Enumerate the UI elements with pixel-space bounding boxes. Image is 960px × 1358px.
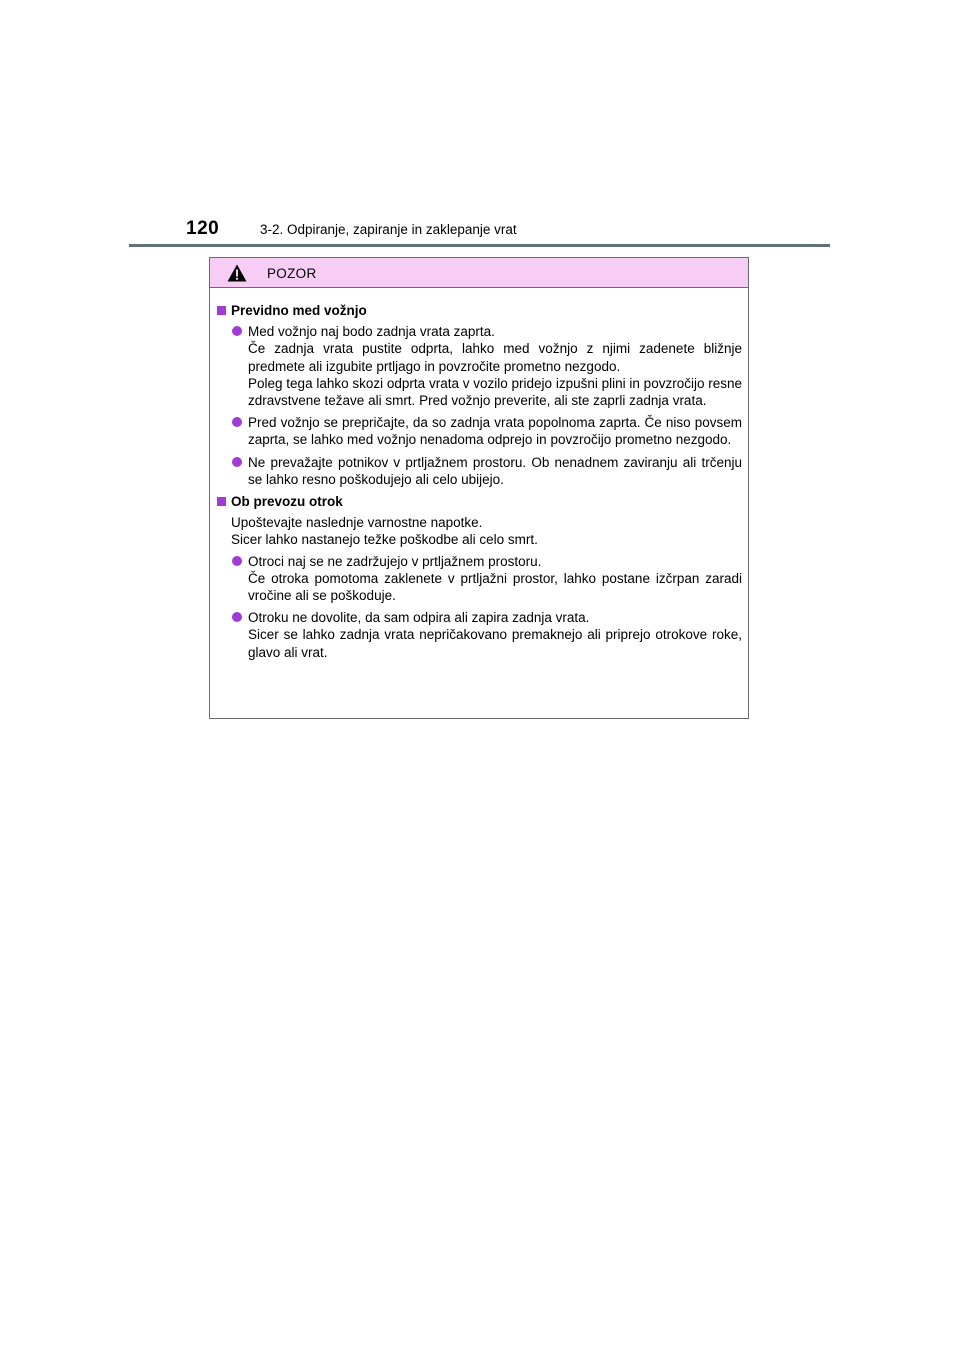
list-item-line: Poleg tega lahko skozi odprta vrata v vozilo pridejo izpušni plini in povzročijo resne zdravstvene težave ali smrt. Pred vožnjo preverite, ali ste zaprli zadnja vrata. xyxy=(248,375,742,409)
round-bullet-icon xyxy=(232,326,242,336)
list-item-line: Če zadnja vrata pustite odprta, lahko med vožnjo z njimi zadenete bližnje predmete ali izgubite prtljago in povzročite prometno nezgodo. xyxy=(248,341,742,374)
section-intro xyxy=(217,514,742,548)
list-item xyxy=(217,609,742,661)
page-number: 120 xyxy=(186,218,220,239)
section-title: 3-2. Odpiranje, zapiranje in zaklepanje vrat xyxy=(260,222,517,237)
warning-box xyxy=(209,257,749,719)
warning-header xyxy=(210,258,748,288)
list-item xyxy=(217,323,742,409)
round-bullet-icon xyxy=(232,457,242,467)
section-heading-children xyxy=(217,493,742,510)
list-item-line: Pred vožnjo se prepričajte, da so zadnja vrata popolnoma zaprta. Če niso povsem zaprta, se lahko med vožnjo nenadoma odprejo in povzročijo prometno nezgodo. xyxy=(248,415,742,448)
list-item-line: Sicer se lahko zadnja vrata nepričakovano premaknejo ali priprejo otrokove roke, glavo ali vrat. xyxy=(248,627,742,660)
round-bullet-icon xyxy=(232,417,242,427)
list-item-line: Ne prevažajte potnikov v prtljažnem prostoru. Ob nenadnem zaviranju ali trčenju se lahko resno poškodujejo ali celo ubijejo. xyxy=(248,454,742,487)
section-heading-driving xyxy=(217,302,742,319)
list-item-line: Otroku ne dovolite, da sam odpira ali zapira zadnja vrata. xyxy=(248,610,590,626)
list-item-line: Otroci naj se ne zadržujejo v prtljažnem prostoru. xyxy=(248,553,542,569)
square-bullet-icon xyxy=(217,306,226,315)
warning-body xyxy=(210,288,748,661)
list-item xyxy=(217,414,742,448)
warning-triangle-icon xyxy=(227,264,247,282)
list-item xyxy=(217,553,742,605)
section-intro-line: Sicer lahko nastanejo težke poškodbe ali celo smrt. xyxy=(231,532,538,548)
section-heading-text: Ob prevozu otrok xyxy=(231,494,343,510)
header-rule xyxy=(129,244,830,247)
list-item xyxy=(217,454,742,488)
section-intro-line: Upoštevajte naslednje varnostne napotke. xyxy=(231,515,483,531)
round-bullet-icon xyxy=(232,556,242,566)
round-bullet-icon xyxy=(232,612,242,622)
square-bullet-icon xyxy=(217,497,226,506)
list-item-line: Če otroka pomotoma zaklenete v prtljažni prostor, lahko postane izčrpan zaradi vročine ali se poškoduje. xyxy=(248,570,742,604)
warning-title: POZOR xyxy=(267,266,317,281)
list-item-line: Med vožnjo naj bodo zadnja vrata zaprta. xyxy=(248,324,495,340)
section-heading-text: Previdno med vožnjo xyxy=(231,303,367,318)
